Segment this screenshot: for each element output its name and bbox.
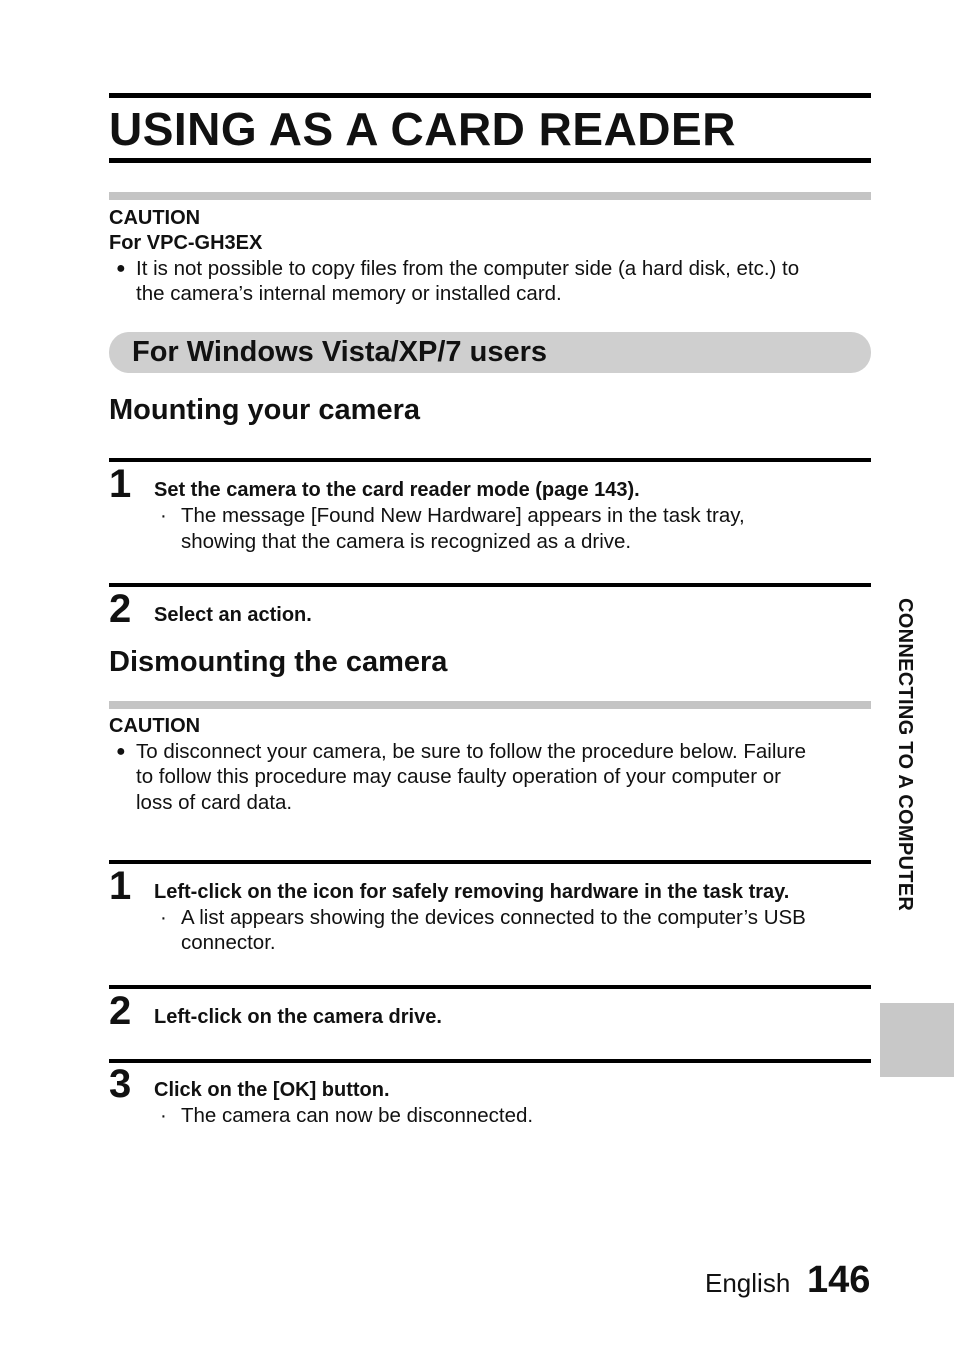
title-bottom-rule	[109, 158, 871, 163]
side-tab-text: CONNECTING TO A COMPUTER	[894, 598, 916, 912]
step-number: 1	[109, 864, 132, 908]
step-rule	[109, 458, 871, 462]
step-number: 2	[109, 587, 132, 631]
caution-text-line2: the camera’s internal memory or installed card.	[136, 282, 562, 305]
caution-text-line1: To disconnect your camera, be sure to follow the procedure below. Failure	[136, 740, 807, 763]
caution-model: For VPC-GH3EX	[109, 232, 263, 254]
dismounting-heading: Dismounting the camera	[109, 646, 448, 678]
section-header	[109, 332, 871, 373]
bullet-icon: ●	[116, 260, 126, 277]
step-note-line2: showing that the camera is recognized as a drive.	[181, 530, 632, 553]
step-number: 3	[109, 1062, 132, 1106]
caution-text-line2: to follow this procedure may cause faulty operation of your computer or	[136, 765, 781, 788]
step-title: Left-click on the camera drive.	[154, 1006, 442, 1028]
caution-label: CAUTION	[109, 715, 201, 737]
step-number: 2	[109, 989, 132, 1033]
caution-text-line1: It is not possible to copy files from the computer side (a hard disk, etc.) to	[136, 257, 800, 280]
step-note-line2: connector.	[181, 931, 276, 954]
side-tab-label	[890, 598, 920, 998]
step-title: Left-click on the icon for safely removing hardware in the task tray.	[154, 881, 790, 903]
mounting-heading: Mounting your camera	[109, 394, 420, 426]
step-note-line1: The message [Found New Hardware] appears in the task tray,	[181, 504, 745, 527]
step-rule	[109, 985, 871, 989]
step-title: Click on the [OK] button.	[154, 1079, 390, 1101]
side-tab-marker	[880, 1003, 954, 1077]
footer-language: English	[705, 1268, 791, 1298]
step-rule	[109, 860, 871, 864]
caution-rule	[109, 192, 871, 200]
bullet-icon: ·	[160, 906, 167, 929]
caution-label: CAUTION	[109, 207, 201, 229]
step-note-line1: A list appears showing the devices connected to the computer’s USB	[181, 906, 806, 929]
step-rule	[109, 583, 871, 587]
step-rule	[109, 1059, 871, 1063]
bullet-icon: ●	[116, 743, 126, 760]
caution-rule	[109, 701, 871, 709]
page-number: 146	[807, 1259, 871, 1301]
section-header-label: For Windows Vista/XP/7 users	[132, 336, 547, 368]
caution-text-line3: loss of card data.	[136, 791, 293, 814]
step-note-line1: The camera can now be disconnected.	[181, 1104, 534, 1127]
step-title: Set the camera to the card reader mode (page 143).	[154, 479, 640, 501]
step-number: 1	[109, 462, 132, 506]
bullet-icon: ·	[160, 1104, 167, 1127]
bullet-icon: ·	[160, 504, 167, 527]
page-title: USING AS A CARD READER	[109, 103, 736, 155]
step-title: Select an action.	[154, 604, 312, 626]
title-top-rule	[109, 93, 871, 98]
